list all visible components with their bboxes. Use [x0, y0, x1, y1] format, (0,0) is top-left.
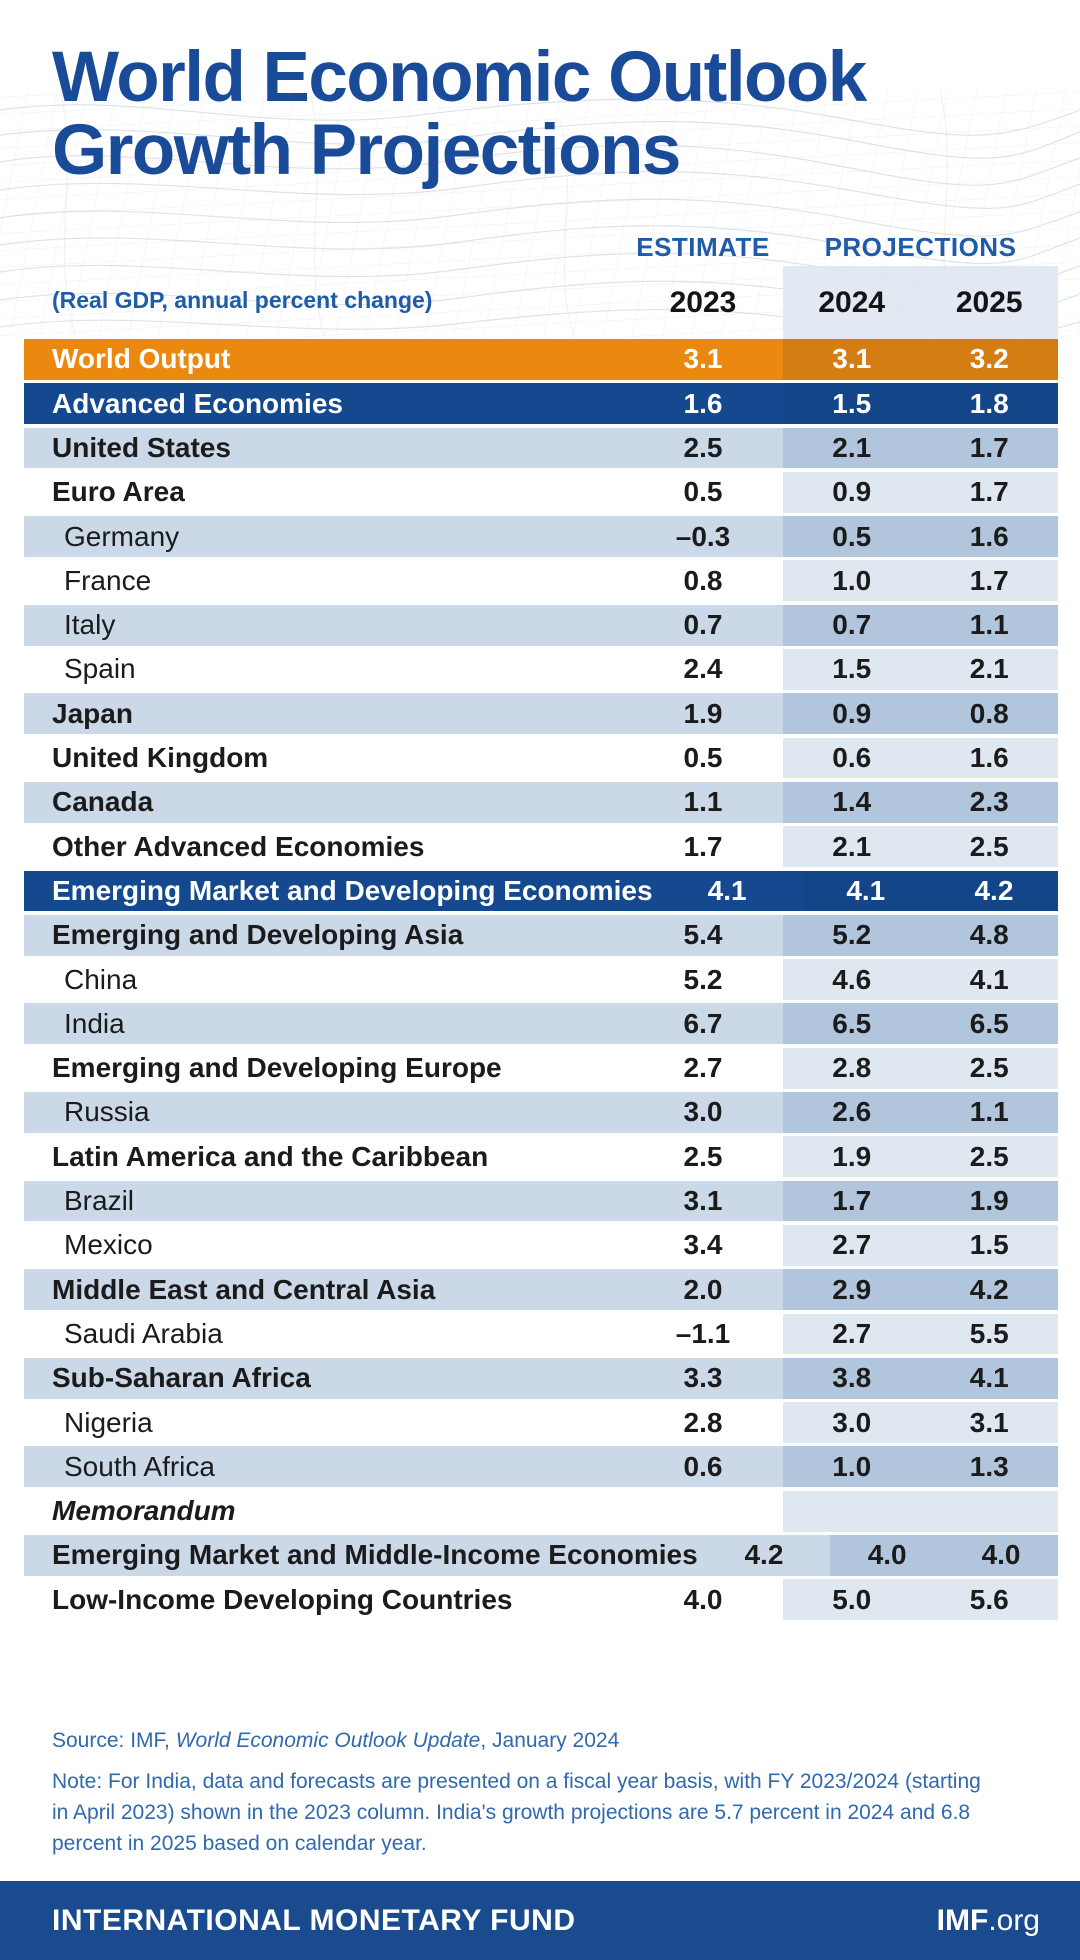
cell-2024: 0.6 — [783, 738, 921, 779]
cell-2025: 4.1 — [921, 959, 1059, 1000]
cell-2024: 1.4 — [783, 782, 921, 823]
row-label: Nigeria — [64, 1406, 153, 1438]
cell-2025: 1.6 — [921, 516, 1059, 557]
cell-2023: 1.1 — [683, 786, 723, 818]
page-title-line1: World Economic Outlook — [52, 38, 866, 117]
cell-2025: 5.6 — [921, 1579, 1059, 1620]
cell-2025: 2.5 — [921, 1048, 1059, 1089]
cell-2025 — [921, 1491, 1059, 1532]
source-suffix: , January 2024 — [480, 1729, 620, 1752]
cell-2023: 3.1 — [683, 1185, 723, 1217]
table-row — [24, 782, 1058, 823]
table-row — [24, 1048, 1058, 1089]
table-row — [24, 693, 1058, 734]
cell-2025: 6.5 — [921, 1003, 1059, 1044]
table-row — [24, 1225, 1058, 1266]
year-header-spacer — [24, 288, 623, 318]
footer-bar — [0, 1881, 1080, 1960]
table-row — [24, 1402, 1058, 1443]
cell-2023: 2.8 — [683, 1406, 723, 1438]
cell-2023: –0.3 — [675, 520, 731, 552]
cell-2023: 5.2 — [683, 963, 723, 995]
cell-2023 — [623, 1491, 783, 1532]
imf-website-bold: IMF — [936, 1903, 989, 1937]
year-header-row — [24, 288, 1058, 318]
cell-2024: 1.5 — [783, 649, 921, 690]
cell-2024: 1.0 — [783, 1446, 921, 1487]
cell-2024: 1.0 — [783, 560, 921, 601]
table-row — [24, 1136, 1058, 1177]
cell-2025: 2.5 — [921, 1136, 1059, 1177]
note-text: Note: For India, data and forecasts are presented on a fiscal year basis, with FY 2023/2024 (starting in April 2023) shown in the 2023 column. India's growth projections are 5.7 percent in 2024 and 6.8 percent in 2025 based on calendar year. — [52, 1770, 981, 1855]
row-label: Euro Area — [52, 476, 185, 508]
source-publication: World Economic Outlook Update — [175, 1729, 481, 1752]
row-label: Canada — [52, 786, 154, 818]
table-row — [24, 1491, 1058, 1532]
table-row — [24, 1181, 1058, 1222]
row-label: France — [64, 564, 152, 596]
table-row — [24, 428, 1058, 469]
cell-2024: 1.9 — [783, 1136, 921, 1177]
table-row — [24, 1314, 1058, 1355]
year-header-2025: 2025 — [955, 286, 1023, 319]
row-label: United States — [52, 431, 231, 463]
page-title — [52, 38, 866, 190]
cell-2024: 2.1 — [783, 428, 921, 469]
cell-2024: 2.9 — [783, 1269, 921, 1310]
table-row — [24, 1358, 1058, 1399]
year-header-2024: 2024 — [818, 286, 886, 319]
cell-2025: 1.5 — [921, 1225, 1059, 1266]
cell-2023: 0.5 — [683, 476, 723, 508]
row-label: Memorandum — [52, 1495, 236, 1527]
cell-2025: 2.1 — [921, 649, 1059, 690]
table-row — [24, 1003, 1058, 1044]
cell-2025: 1.1 — [921, 605, 1059, 646]
page-title-line2: Growth Projections — [52, 111, 680, 190]
source-line — [52, 1729, 619, 1753]
cell-2025: 1.7 — [921, 428, 1059, 469]
row-label: Emerging and Developing Asia — [52, 919, 464, 951]
table-row — [24, 1579, 1058, 1620]
row-label: Spain — [64, 653, 136, 685]
cell-2024: 5.2 — [783, 915, 921, 956]
cell-2025: 1.3 — [921, 1446, 1059, 1487]
cell-2024: 2.1 — [783, 826, 921, 867]
cell-2024: 3.0 — [783, 1402, 921, 1443]
row-label: India — [64, 1007, 125, 1039]
imf-website — [937, 1904, 1040, 1938]
cell-2025: 1.8 — [921, 383, 1059, 424]
cell-2023: 0.5 — [683, 742, 723, 774]
row-label: World Output — [52, 343, 231, 375]
cell-2024: 5.0 — [783, 1579, 921, 1620]
cell-2023: 0.7 — [683, 609, 723, 641]
cell-2023: 0.8 — [683, 564, 723, 596]
cell-2024: 2.7 — [783, 1225, 921, 1266]
cell-2024: 0.5 — [783, 516, 921, 557]
cell-2023: 1.9 — [683, 697, 723, 729]
cell-2024: 2.7 — [783, 1314, 921, 1355]
table-row — [24, 1535, 1058, 1576]
row-label: Japan — [52, 697, 133, 729]
table-row — [24, 871, 1058, 912]
source-prefix: Source: IMF, — [52, 1729, 176, 1752]
cell-2024: 0.9 — [783, 693, 921, 734]
row-label: Other Advanced Economies — [52, 830, 425, 862]
table-row — [24, 826, 1058, 867]
row-label: South Africa — [64, 1450, 215, 1482]
cell-2025: 0.8 — [921, 693, 1059, 734]
table-row — [24, 1446, 1058, 1487]
table-row — [24, 1092, 1058, 1133]
table-row — [24, 516, 1058, 557]
cell-2025: 4.8 — [921, 915, 1059, 956]
cell-2023: 2.5 — [683, 1140, 723, 1172]
cell-2023: 4.0 — [683, 1583, 723, 1615]
row-label: Saudi Arabia — [64, 1317, 223, 1349]
cell-2023: 1.6 — [683, 387, 723, 419]
cell-2025: 2.3 — [921, 782, 1059, 823]
row-label: Advanced Economies — [52, 387, 343, 419]
cell-2024: 4.6 — [783, 959, 921, 1000]
cell-2025: 3.2 — [921, 339, 1059, 380]
cell-2023: –1.1 — [675, 1317, 731, 1349]
cell-2025: 4.0 — [944, 1535, 1058, 1576]
table-row — [24, 605, 1058, 646]
cell-2024 — [783, 1491, 921, 1532]
cell-2024: 0.7 — [783, 605, 921, 646]
table-row — [24, 738, 1058, 779]
row-label: Middle East and Central Asia — [52, 1273, 436, 1305]
row-label: Latin America and the Caribbean — [52, 1140, 489, 1172]
table-row — [24, 915, 1058, 956]
cell-2025: 1.7 — [921, 560, 1059, 601]
cell-2024: 2.6 — [783, 1092, 921, 1133]
cell-2023: 4.2 — [744, 1539, 784, 1571]
cell-2025: 1.1 — [921, 1092, 1059, 1133]
cell-2023: 5.4 — [683, 919, 723, 951]
row-label: Germany — [64, 520, 180, 552]
cell-2024: 4.0 — [830, 1535, 944, 1576]
cell-2023: 2.4 — [683, 653, 723, 685]
cell-2023: 0.6 — [683, 1450, 723, 1482]
row-label: Brazil — [64, 1185, 135, 1217]
cell-2025: 4.2 — [930, 871, 1058, 912]
table-row — [24, 383, 1058, 424]
cell-2024: 3.8 — [783, 1358, 921, 1399]
cell-2023: 4.1 — [707, 874, 747, 906]
cell-2025: 3.1 — [921, 1402, 1059, 1443]
cell-2023: 3.3 — [683, 1362, 723, 1394]
row-label: Italy — [64, 609, 116, 641]
projections-column-label: PROJECTIONS — [824, 232, 1017, 262]
row-label: United Kingdom — [52, 742, 269, 774]
cell-2025: 2.5 — [921, 826, 1059, 867]
table-subtitle: (Real GDP, annual percent change) — [52, 287, 433, 313]
cell-2023: 2.7 — [683, 1052, 723, 1084]
table-row — [24, 1269, 1058, 1310]
cell-2023: 3.0 — [683, 1096, 723, 1128]
row-label: Russia — [64, 1096, 150, 1128]
cell-2025: 4.2 — [921, 1269, 1059, 1310]
cell-2025: 1.7 — [921, 472, 1059, 513]
imf-website-suffix: .org — [988, 1903, 1040, 1937]
cell-2024: 4.1 — [802, 871, 930, 912]
table-row — [24, 959, 1058, 1000]
estimate-column-label: ESTIMATE — [636, 232, 770, 262]
table-row — [24, 472, 1058, 513]
cell-2023: 3.1 — [683, 343, 723, 375]
growth-table — [24, 339, 1058, 1624]
cell-2025: 5.5 — [921, 1314, 1059, 1355]
cell-2023: 6.7 — [683, 1007, 723, 1039]
cell-2024: 1.5 — [783, 383, 921, 424]
row-label: Low-Income Developing Countries — [52, 1583, 513, 1615]
cell-2025: 1.6 — [921, 738, 1059, 779]
cell-2023: 3.4 — [683, 1229, 723, 1261]
row-label: Emerging Market and Middle-Income Economies — [52, 1539, 698, 1571]
table-row — [24, 339, 1058, 380]
cell-2024: 3.1 — [783, 339, 921, 380]
cell-2023: 2.5 — [683, 431, 723, 463]
row-label: Sub-Saharan Africa — [52, 1362, 311, 1394]
row-label: Mexico — [64, 1229, 153, 1261]
row-label: China — [64, 963, 138, 995]
table-row — [24, 560, 1058, 601]
row-label: Emerging Market and Developing Economies — [52, 874, 653, 906]
year-header-2023: 2023 — [669, 286, 737, 319]
table-row — [24, 649, 1058, 690]
cell-2025: 1.9 — [921, 1181, 1059, 1222]
cell-2023: 2.0 — [683, 1273, 723, 1305]
imf-org-name: INTERNATIONAL MONETARY FUND — [52, 1903, 576, 1937]
cell-2024: 1.7 — [783, 1181, 921, 1222]
cell-2024: 2.8 — [783, 1048, 921, 1089]
cell-2024: 0.9 — [783, 472, 921, 513]
cell-2023: 1.7 — [683, 830, 723, 862]
cell-2025: 4.1 — [921, 1358, 1059, 1399]
cell-2024: 6.5 — [783, 1003, 921, 1044]
row-label: Emerging and Developing Europe — [52, 1052, 502, 1084]
